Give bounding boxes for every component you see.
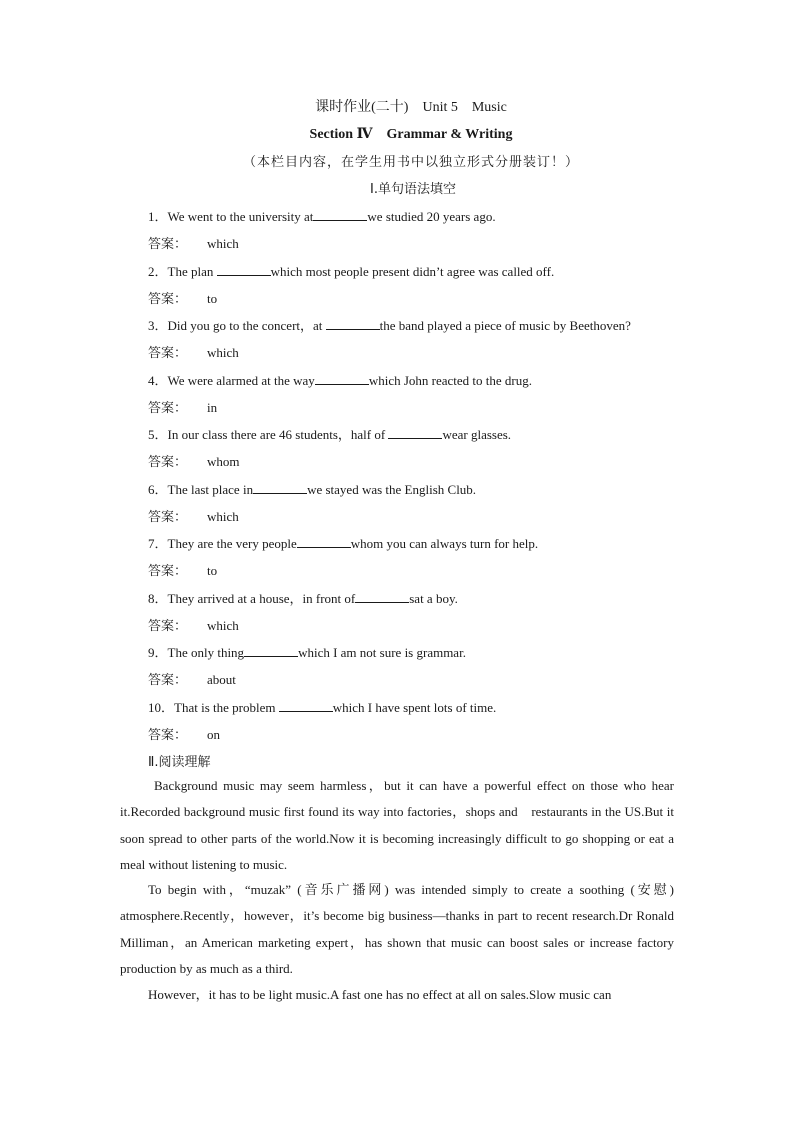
answer-5: 答案： whom: [148, 454, 240, 470]
answer-2: 答案： to: [148, 291, 218, 307]
part2-heading: Ⅱ.阅读理解: [148, 755, 211, 770]
question-6: 6．The last place in we stayed was the English Club.: [148, 482, 477, 497]
answer-4: 答案： in: [148, 400, 218, 416]
answer-blank: [217, 274, 271, 276]
reading-paragraph-1: Background music may seem harmless，but it can have a powerful effect on those who hear it.Recorded background music first found its way into factories，shops and restaurants in the US.But it soon spread to other parts of the world.Now it is becoming increasingly difficult to go shopping or eat a meal without listening to music.: [120, 778, 674, 872]
question-4: 4．We were alarmed at the way which John reacted to the drug.: [148, 373, 532, 388]
reading-paragraph-2: To begin with，“muzak” (音乐广播网) was intended simply to create a soothing (安慰) atmosphere.Recently，however，it’s become big business—thanks in part to recent research.Dr Ronald Milliman，an American marketing expert，has shown that music can boost sales or increase factory production by as much as a third.: [120, 882, 674, 976]
part1-heading: Ⅰ.单句语法填空: [370, 182, 456, 197]
answer-10: 答案： on: [148, 727, 221, 743]
question-5: 5．In our class there are 46 students，half of wear glasses.: [148, 427, 512, 442]
answer-8: 答案： which: [148, 618, 239, 634]
answer-6: 答案： which: [148, 509, 239, 525]
question-7: 7．They are the very people whom you can always turn for help.: [148, 536, 539, 551]
reading-paragraph-3: However，it has to be light music.A fast one has no effect at all on sales.Slow music can: [148, 987, 612, 1002]
page-title: 课时作业(二十) Unit 5 Music: [315, 100, 507, 115]
question-9: 9．The only thing which I am not sure is grammar.: [148, 645, 466, 660]
answer-blank: [244, 655, 298, 657]
answer-blank: [313, 219, 367, 221]
question-1: 1．We went to the university at we studied 20 years ago.: [148, 209, 496, 224]
answer-blank: [253, 492, 307, 494]
answer-1: 答案： which: [148, 236, 239, 252]
answer-blank: [297, 546, 351, 548]
answer-3: 答案： which: [148, 345, 239, 361]
answer-blank: [355, 601, 409, 603]
question-3: 3．Did you go to the concert，at the band played a piece of music by Beethoven?: [148, 318, 631, 333]
section-subtitle: Section Ⅳ Grammar & Writing: [309, 127, 513, 142]
answer-blank: [326, 328, 380, 330]
question-10: 10．That is the problem which I have spent lots of time.: [148, 700, 497, 715]
answer-blank: [279, 710, 333, 712]
question-2: 2．The plan which most people present didn’t agree was called off.: [148, 264, 555, 279]
question-8: 8．They arrived at a house，in front of sat a boy.: [148, 591, 458, 606]
answer-7: 答案： to: [148, 563, 218, 579]
answer-blank: [315, 383, 369, 385]
answer-9: 答案： about: [148, 672, 236, 688]
answer-blank: [388, 437, 442, 439]
binding-note: （本栏目内容，在学生用书中以独立形式分册装订！）: [242, 155, 579, 170]
